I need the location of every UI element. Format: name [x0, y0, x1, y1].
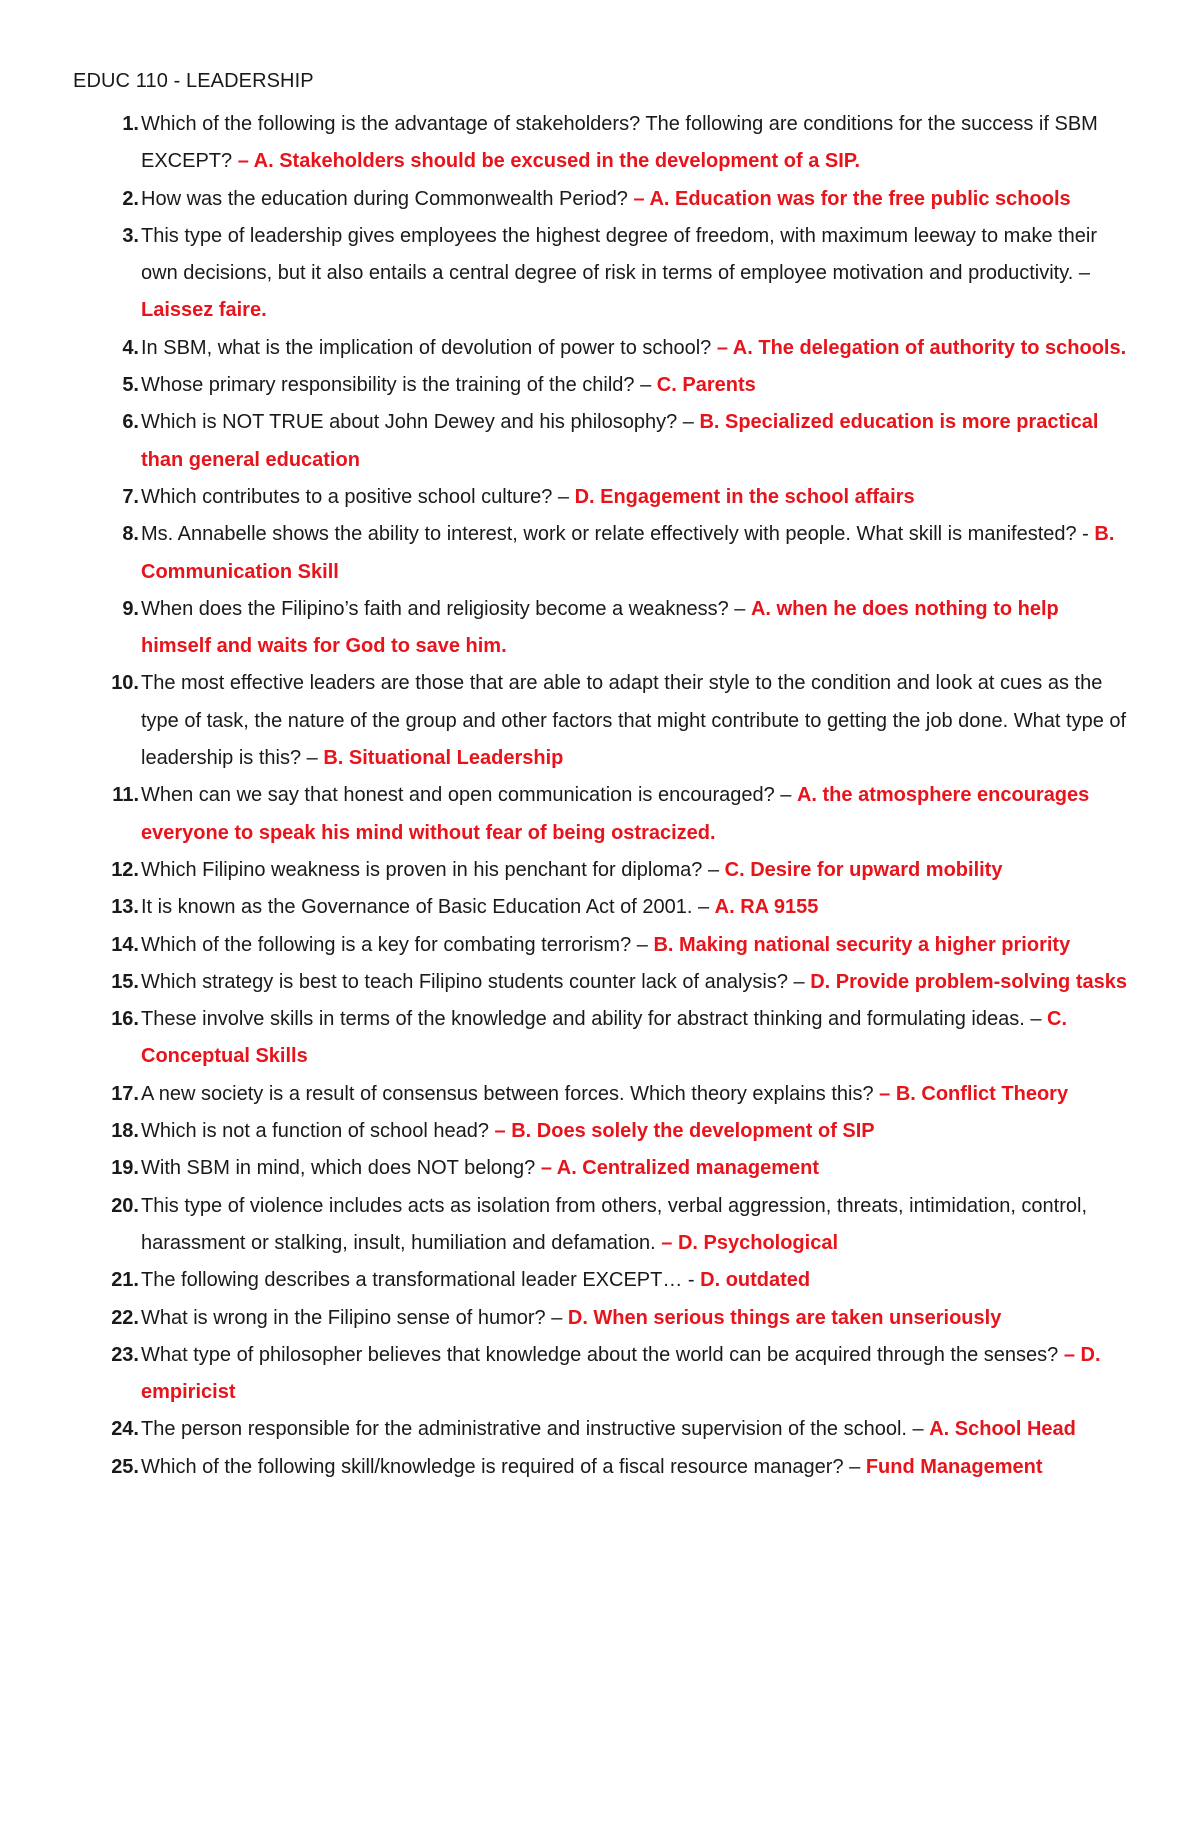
question-text: A new society is a result of consensus between forces. Which theory explains this?	[141, 1082, 880, 1105]
question-text: How was the education during Commonwealth Period?	[141, 187, 634, 210]
question-answer: Fund Management	[865, 1455, 1043, 1478]
question-number: 13.	[111, 896, 139, 919]
question-item	[73, 889, 1130, 926]
question-text: With SBM in mind, which does NOT belong?	[141, 1157, 541, 1180]
question-text: Which is not a function of school head?	[141, 1120, 495, 1143]
document-title: EDUC 110 - LEADERSHIP	[73, 70, 314, 92]
question-number: 20.	[111, 1194, 139, 1217]
question-number: 16.	[111, 1008, 139, 1031]
question-item	[73, 1113, 1130, 1150]
question-answer: – B. Conflict Theory	[879, 1082, 1069, 1105]
question-number: 21.	[111, 1269, 139, 1292]
question-answer: B. Communication Skill	[141, 523, 1115, 583]
question-answer: A. School Head	[929, 1418, 1076, 1441]
question-number: 15.	[111, 970, 139, 993]
question-text: When does the Filipino’s faith and religiosity become a weakness? –	[141, 597, 751, 620]
question-answer: D. Engagement in the school affairs	[574, 485, 915, 508]
question-number: 17.	[111, 1082, 139, 1105]
question-answer: – A. Education was for the free public schools	[633, 187, 1071, 210]
question-number: 24.	[111, 1418, 139, 1441]
question-item	[73, 1076, 1130, 1113]
question-answer: B. Making national security a higher priority	[653, 933, 1071, 956]
question-text: This type of leadership gives employees the highest degree of freedom, with maximum leeway to make their own decisions, but it also entails a central degree of risk in terms of employee motivation and productivity. –	[141, 224, 1098, 285]
question-item	[73, 852, 1130, 889]
question-number: 2.	[122, 187, 139, 210]
question-text: It is known as the Governance of Basic Education Act of 2001. –	[141, 896, 715, 919]
question-number: 19.	[111, 1157, 139, 1180]
question-answer: A. RA 9155	[714, 896, 819, 919]
question-text: These involve skills in terms of the knowledge and ability for abstract thinking and formulating ideas. –	[141, 1008, 1048, 1031]
question-text: What is wrong in the Filipino sense of humor? –	[141, 1306, 568, 1329]
question-number: 12.	[111, 858, 139, 881]
question-item	[73, 181, 1130, 218]
question-item	[73, 218, 1130, 330]
question-text: Which contributes to a positive school culture? –	[141, 485, 575, 508]
question-answer: C. Conceptual Skills	[141, 1008, 1068, 1068]
question-text: The most effective leaders are those that are able to adapt their style to the condition and look at cues as the type of task, the nature of the group and other factors that might contribute to getting the job done. What type of leadership is this? –	[141, 672, 1127, 770]
question-text: When can we say that honest and open communication is encouraged? –	[141, 784, 797, 807]
question-text: Which Filipino weakness is proven in his penchant for diploma? –	[141, 858, 725, 881]
question-item	[73, 1188, 1130, 1263]
question-item	[73, 777, 1130, 852]
question-item	[73, 106, 1130, 181]
question-answer: D. Provide problem-solving tasks	[810, 970, 1127, 993]
question-number: 25.	[111, 1455, 139, 1478]
question-number: 14.	[111, 933, 139, 956]
question-answer: A. the atmosphere encourages everyone to speak his mind without fear of being ostracized.	[141, 784, 1090, 844]
question-item	[73, 1449, 1130, 1486]
question-text: Which is NOT TRUE about John Dewey and his philosophy? –	[141, 411, 700, 434]
question-text: Which of the following is a key for combating terrorism? –	[141, 933, 654, 956]
question-number: 6.	[122, 411, 139, 434]
question-text: This type of violence includes acts as isolation from others, verbal aggression, threats, intimidation, control, harassment or stalking, insult, humiliation and defamation.	[141, 1194, 1088, 1254]
question-answer: – B. Does solely the development of SIP	[494, 1120, 875, 1143]
question-number: 11.	[112, 784, 139, 807]
question-item	[73, 1150, 1130, 1187]
question-item	[73, 665, 1130, 777]
question-number: 8.	[122, 523, 139, 546]
question-list	[73, 106, 1130, 1486]
question-item	[73, 964, 1130, 1001]
question-number: 9.	[122, 597, 139, 620]
question-number: 22.	[111, 1306, 139, 1329]
question-text: Whose primary responsibility is the training of the child? –	[141, 374, 657, 397]
question-answer: C. Desire for upward mobility	[724, 858, 1003, 881]
question-text: Which of the following is the advantage of stakeholders? The following are conditions for the success if SBM EXCEPT?	[141, 113, 1098, 173]
question-item	[73, 591, 1130, 666]
question-item	[73, 1337, 1130, 1412]
question-answer: Laissez faire.	[141, 299, 267, 322]
question-answer: – D. empiricist	[141, 1343, 1101, 1404]
question-item	[73, 1300, 1130, 1337]
question-item	[73, 927, 1130, 964]
question-number: 4.	[122, 336, 139, 359]
question-answer: – A. Centralized management	[540, 1157, 820, 1180]
question-number: 10.	[111, 672, 139, 695]
question-text: Which strategy is best to teach Filipino students counter lack of analysis? –	[141, 970, 811, 993]
question-number: 7.	[122, 485, 139, 508]
question-item	[73, 1411, 1130, 1448]
question-answer: C. Parents	[656, 374, 756, 397]
question-item	[73, 479, 1130, 516]
question-text: The person responsible for the administrative and instructive supervision of the school. –	[141, 1418, 930, 1441]
question-item	[73, 330, 1130, 367]
question-item	[73, 1262, 1130, 1299]
question-answer: – D. Psychological	[661, 1231, 839, 1254]
question-item	[73, 367, 1130, 404]
question-item	[73, 1001, 1130, 1076]
question-answer: – A. Stakeholders should be excused in the development of a SIP.	[237, 150, 861, 173]
question-text: In SBM, what is the implication of devolution of power to school?	[141, 336, 717, 359]
question-answer: A. when he does nothing to help himself and waits for God to save him.	[141, 597, 1059, 658]
question-number: 5.	[122, 374, 139, 397]
question-text: What type of philosopher believes that knowledge about the world can be acquired through the senses?	[141, 1343, 1064, 1366]
question-answer: B. Situational Leadership	[323, 747, 564, 770]
question-number: 23.	[111, 1343, 139, 1366]
question-item	[73, 404, 1130, 479]
question-number: 3.	[122, 224, 139, 247]
question-number: 1.	[122, 113, 139, 135]
question-text: Which of the following skill/knowledge is required of a fiscal resource manager? –	[141, 1455, 866, 1478]
question-answer: B. Specialized education is more practical than general education	[141, 411, 1099, 471]
question-answer: D. When serious things are taken unseriously	[567, 1306, 1002, 1329]
question-text: Ms. Annabelle shows the ability to interest, work or relate effectively with people. What skill is manifested? -	[141, 523, 1095, 546]
question-text: The following describes a transformational leader EXCEPT… -	[141, 1269, 701, 1292]
question-answer: D. outdated	[700, 1269, 811, 1292]
question-item	[73, 516, 1130, 591]
question-number: 18.	[111, 1120, 139, 1143]
question-answer: – A. The delegation of authority to schools.	[716, 336, 1127, 359]
